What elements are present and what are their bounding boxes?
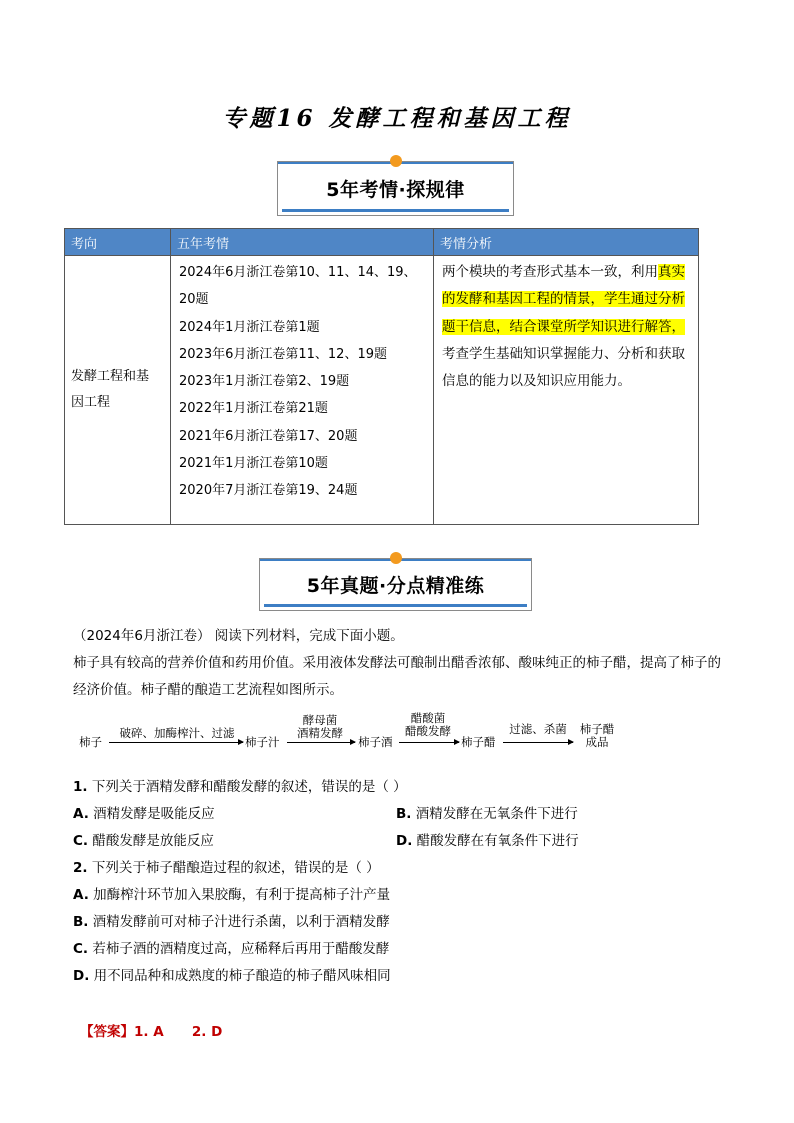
table-header-topic: 考向	[65, 229, 171, 256]
flow-node-product: 柿子醋	[579, 722, 615, 736]
flow-node-product: 成品	[585, 735, 609, 749]
banner-label: 5年真题·分点精准练	[306, 574, 485, 597]
material-paragraph: 柿子具有较高的营养价值和药用价值。采用液体发酵法可酿制出醋香浓郁、酸味纯正的柿子醋，提高了柿子的经济价值。柿子醋的酿造工艺流程如图所示。	[73, 655, 721, 698]
question-number: 1.	[73, 779, 88, 795]
answer-label: 【答案】	[80, 1024, 134, 1040]
flow-arrow-icon	[503, 742, 573, 743]
year-item: 2021年1月浙江卷第10题	[179, 456, 328, 472]
option-letter: A.	[73, 806, 89, 822]
analysis-text-post: 考查学生基础知识掌握能力、分析和获取信息的能力以及知识应用能力。	[442, 345, 685, 390]
banner-bottom-bar	[282, 209, 509, 212]
page-title: 专题16 发酵工程和基因工程	[222, 105, 572, 132]
analysis-cell	[434, 256, 699, 525]
flow-step-label: 酒精发酵	[297, 726, 343, 740]
year-item: 2020年7月浙江卷第19、24题	[179, 483, 358, 499]
flow-node-vinegar: 柿子醋	[461, 735, 496, 749]
flow-step-label: 醋酸菌	[410, 711, 446, 725]
answer-line	[80, 1020, 222, 1040]
option-text: 若柿子酒的酒精度过高，应稀释后再用于醋酸发酵	[92, 941, 390, 957]
flow-step-label: 破碎、加酶榨汁、过滤	[119, 726, 235, 740]
year-item: 2021年6月浙江卷第17、20题	[179, 428, 358, 444]
answer-text: 1. A 2. D	[134, 1024, 223, 1040]
table-header-analysis: 考情分析	[434, 229, 699, 256]
flow-node-wine: 柿子酒	[358, 735, 393, 749]
topic-line-2: 因工程	[71, 395, 111, 410]
year-item: 2023年1月浙江卷第2、19题	[179, 374, 350, 390]
section-banner-exam-analysis	[277, 155, 514, 216]
option-letter: B.	[73, 914, 89, 930]
banner-label: 5年考情·探规律	[326, 178, 465, 201]
option-letter: D.	[396, 833, 413, 849]
year-item: 2024年1月浙江卷第1题	[179, 319, 320, 335]
option-text: 用不同品种和成熟度的柿子酿造的柿子醋风味相同	[93, 968, 391, 984]
question-text: 下列关于柿子醋酿造过程的叙述，错误的是（ ）	[91, 860, 380, 876]
option-text: 醋酸发酵是放能反应	[92, 833, 214, 849]
option-letter: C.	[73, 833, 89, 849]
option-letter: A.	[73, 887, 89, 903]
question-2-option-b	[73, 910, 390, 930]
section-banner-exam-practice	[259, 552, 532, 611]
flow-step-label: 酵母菌	[302, 713, 338, 727]
option-letter: D.	[73, 968, 90, 984]
option-text: 酒精发酵是吸能反应	[93, 806, 215, 822]
analysis-text-pre: 两个模块的考查形式基本一致，利用	[442, 264, 658, 280]
table-header-row	[65, 229, 699, 256]
flow-arrow-icon	[109, 742, 243, 743]
year-item: 20题	[179, 292, 209, 308]
question-1-option-b	[396, 802, 578, 822]
flow-arrow-icon	[287, 742, 355, 743]
option-letter: B.	[396, 806, 412, 822]
question-2-option-d	[73, 964, 391, 984]
table-row	[65, 256, 699, 525]
source-intro: （2024年6月浙江卷） 阅读下列材料，完成下面小题。	[73, 628, 404, 644]
option-text: 加酶榨汁环节加入果胶酶，有利于提高柿子汁产量	[93, 887, 391, 903]
option-text: 酒精发酵在无氧条件下进行	[415, 806, 578, 822]
process-flow-diagram	[79, 712, 639, 756]
analysis-highlight: 真实的发酵和基因工程的情景，学生通过分析题干信息，结合课堂所学知识进行解答，	[442, 264, 685, 335]
banner-frame	[259, 558, 532, 611]
years-cell	[171, 256, 434, 525]
year-item: 2024年6月浙江卷第10、11、14、19、	[179, 265, 417, 280]
flow-node-persimmon: 柿子	[79, 735, 102, 749]
table-header-years: 五年考情	[171, 229, 434, 256]
option-text: 醋酸发酵在有氧条件下进行	[416, 833, 579, 849]
question-2-option-a	[73, 883, 390, 903]
question-number: 2.	[73, 860, 88, 876]
question-1-option-a	[73, 802, 215, 822]
year-item: 2022年1月浙江卷第21题	[179, 401, 328, 417]
flow-step-label: 醋酸发酵	[405, 724, 451, 738]
orange-dot-icon	[390, 552, 402, 564]
option-text: 酒精发酵前可对柿子汁进行杀菌，以利于酒精发酵	[92, 914, 390, 930]
question-2-option-c	[73, 937, 389, 957]
question-1-option-c	[73, 829, 214, 849]
banner-bottom-bar	[264, 604, 527, 607]
flow-step-label: 过滤、杀菌	[509, 722, 567, 736]
topic-cell	[65, 256, 171, 525]
banner-frame	[277, 161, 514, 216]
option-letter: C.	[73, 941, 89, 957]
year-item: 2023年6月浙江卷第11、12、19题	[179, 346, 387, 362]
flow-node-juice: 柿子汁	[245, 735, 280, 749]
exam-analysis-table	[64, 228, 699, 525]
question-text: 下列关于酒精发酵和醋酸发酵的叙述，错误的是（ ）	[91, 779, 407, 795]
question-2-stem	[73, 856, 380, 876]
flow-arrow-icon	[399, 742, 459, 743]
question-1-stem	[73, 775, 407, 795]
orange-dot-icon	[390, 155, 402, 167]
topic-line-1: 发酵工程和基	[71, 369, 150, 384]
question-1-option-d	[396, 829, 579, 849]
